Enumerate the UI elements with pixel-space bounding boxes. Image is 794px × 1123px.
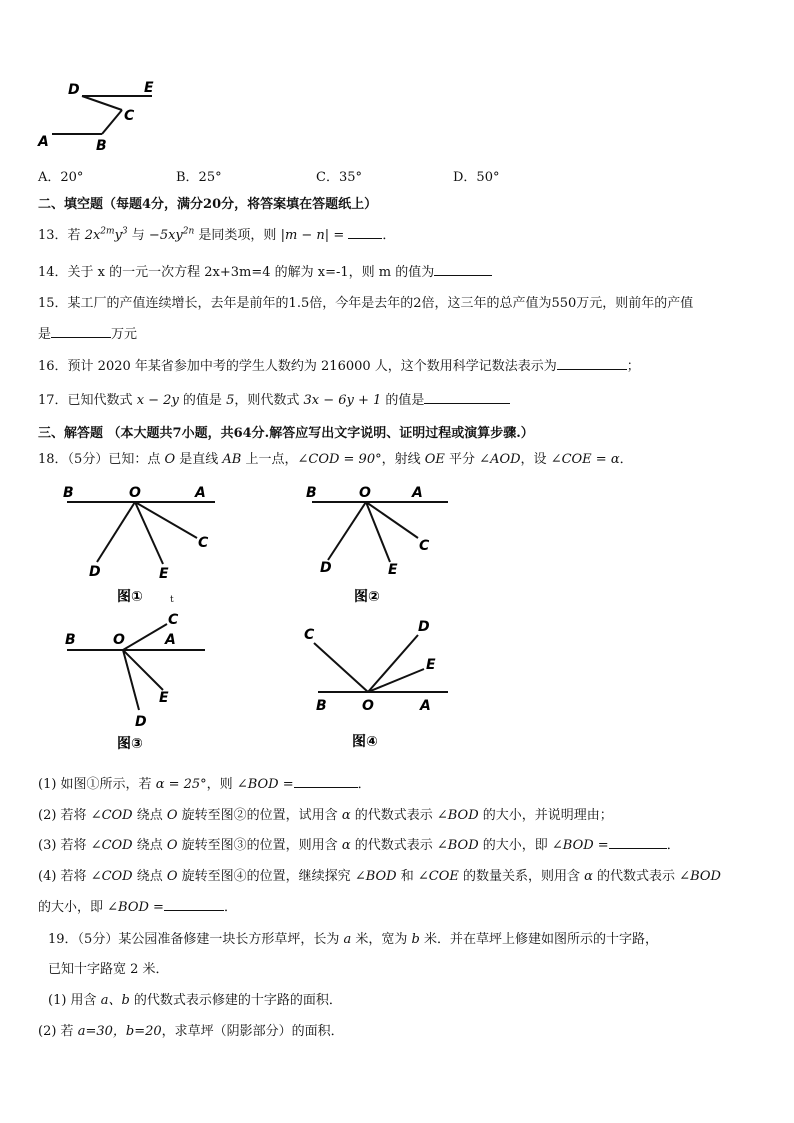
section-fill-in: 二、填空题（每题4分，满分20分，将答案填在答题纸上） — [38, 197, 378, 212]
option-b: B．25° — [176, 170, 222, 185]
fig1-label-o: O — [129, 485, 141, 501]
q18p3-c: 绕点 — [132, 838, 167, 853]
q13-num: 13． — [38, 228, 68, 243]
q18p3-alpha: α — [341, 838, 351, 853]
fig2-label-d: D — [320, 560, 332, 576]
q18p2-e: 旋转至图②的位置，试用含 — [177, 808, 342, 823]
fig3-label-e: E — [159, 690, 169, 706]
fig2-label-c: C — [419, 538, 430, 554]
q18p4-g: 和 — [396, 869, 418, 884]
q17-text-a: 17．已知代数式 — [38, 393, 137, 408]
q13-expr2: −5xy — [148, 228, 183, 243]
q17-expr2: 5 — [226, 393, 235, 408]
q18p4-m: 的大小，即 — [38, 900, 108, 915]
q15-text-a: 是 — [38, 327, 52, 342]
q19-text-a: 19．（5分）某公园准备修建一块长方形草坪，长为 — [48, 932, 344, 947]
label-b: B — [96, 138, 107, 154]
question-19-part2 — [38, 1020, 344, 1039]
question-17 — [38, 389, 510, 408]
q13-text4: = — [329, 228, 349, 243]
angle-figure-q12 — [30, 74, 170, 154]
q18p4-alpha: α — [584, 869, 593, 884]
fig1-label-b: B — [63, 485, 74, 501]
fig1-label-e: E — [159, 566, 169, 582]
q17-blank[interactable] — [424, 389, 510, 404]
q18-angle-cod: ∠COD = 90° — [297, 452, 382, 467]
q18p3-g: 的代数式表示 — [350, 838, 437, 853]
q18p3-o: O — [166, 838, 178, 853]
q18p3-k: ． — [666, 838, 680, 853]
question-13 — [38, 224, 395, 243]
fig1-label-d: D — [89, 564, 101, 580]
q18-text-d: ，射线 — [381, 452, 425, 467]
fig2-caption: 图② — [354, 589, 380, 605]
figure-1 — [55, 480, 225, 610]
question-19-line2: 已知十字路宽 2 米． — [48, 962, 169, 977]
fig2-label-o: O — [359, 485, 371, 501]
fig4-label-o: O — [362, 698, 374, 714]
q18p1-d: ． — [357, 777, 371, 792]
q13-text2: 与 — [127, 228, 149, 243]
q17-expr1: x − 2y — [136, 393, 179, 408]
q18p2-o: O — [166, 808, 178, 823]
q18-text-b: 是直线 — [175, 452, 223, 467]
q18p3-cod: ∠COD — [90, 838, 133, 853]
fig2-label-a: A — [412, 485, 423, 501]
fig4-label-d: D — [418, 619, 430, 635]
q13-blank[interactable] — [348, 224, 382, 239]
q18p1-a: (1) 如图①所示，若 — [38, 777, 156, 792]
q18p2-a: (2) 若将 — [38, 808, 91, 823]
question-19-part1 — [48, 989, 342, 1008]
q17-text-c: ，则代数式 — [234, 393, 304, 408]
q18p4-o: O — [166, 869, 178, 884]
q18p1-b: ，则 — [206, 777, 237, 792]
q15-text-b: 万元 — [111, 327, 138, 342]
fig3-caption: 图③ — [117, 736, 143, 752]
fig4-label-b: B — [316, 698, 327, 714]
q14-text: 14．关于 x 的一元一次方程 2x+3m=4 的解为 x=-1，则 m 的值为 — [38, 265, 435, 280]
q18p1-blank[interactable] — [294, 773, 358, 788]
q17-expr3: 3x − 6y + 1 — [303, 393, 382, 408]
q14-blank[interactable] — [434, 261, 492, 276]
q17-text-b: 的值是 — [178, 393, 227, 408]
q13-sup1: 2m — [100, 226, 115, 237]
fig2-label-e: E — [388, 562, 398, 578]
q13-sup2: 2n — [182, 226, 195, 237]
q18-text-a: 18．（5分）已知：点 — [38, 452, 165, 467]
question-16 — [38, 355, 640, 374]
fig4-label-c: C — [304, 627, 315, 643]
q18p2-bod: ∠BOD — [436, 808, 479, 823]
fig1-caption: 图① — [117, 589, 143, 605]
q18p3-i: 的大小，即 — [478, 838, 552, 853]
q18-text-c: 上一点， — [241, 452, 298, 467]
q18p4-cod: ∠COD — [90, 869, 133, 884]
q19p1-vars: a、b — [100, 993, 130, 1008]
figure-4 — [300, 615, 460, 755]
fig3-label-d: D — [135, 714, 147, 730]
option-c: C．35° — [316, 170, 362, 185]
q19p1-a: (1) 用含 — [48, 993, 101, 1008]
fig4-label-e: E — [426, 657, 436, 673]
q18p3-bod: ∠BOD — [436, 838, 479, 853]
q18p1-bod: ∠BOD = — [236, 777, 294, 792]
q18p3-bod-eq: ∠BOD = — [551, 838, 609, 853]
q13-sup1b: 3 — [121, 226, 128, 237]
q19-text-c: 米．并在草坪上修建如图所示的十字路， — [419, 932, 658, 947]
label-c: C — [124, 108, 135, 124]
label-e: E — [144, 80, 154, 96]
q18p4-o-end: ． — [223, 900, 237, 915]
q18p3-a: (3) 若将 — [38, 838, 91, 853]
q18p4-i: 的数量关系，则用含 — [458, 869, 585, 884]
question-14 — [38, 261, 492, 280]
q18-part-4 — [38, 865, 721, 884]
q19-text-b: 米，宽为 — [351, 932, 412, 947]
q16-text: 16．预计 2020 年某省参加中考的学生人数约为 216000 人，这个数用科学记数法表示为 — [38, 359, 557, 374]
q13-text5: ． — [382, 228, 396, 243]
q18p4-bod: ∠BOD — [354, 869, 397, 884]
fig3-label-c: C — [168, 612, 179, 628]
q18p4-blank[interactable] — [164, 896, 224, 911]
label-a: A — [38, 134, 49, 150]
question-18 — [38, 448, 633, 467]
q18p4-bod-eq: ∠BOD = — [107, 900, 164, 915]
q16-end: ； — [626, 359, 640, 374]
q13-expr1b: y — [114, 228, 122, 243]
q18-text-g: ． — [619, 452, 633, 467]
fig1-label-c: C — [198, 535, 209, 551]
question-15-line1: 15．某工厂的产值连续增长，去年是前年的1.5倍，今年是去年的2倍，这三年的总产值为550万元，则前年的产值 — [38, 296, 694, 311]
section-solve: 三、解答题 （本大题共7小题，共64分.解答应写出文字说明、证明过程或演算步骤.） — [38, 426, 534, 441]
q18-angle-coe: ∠COE = α — [550, 452, 620, 467]
stray-mark: t — [170, 595, 174, 605]
q18p4-a: (4) 若将 — [38, 869, 91, 884]
fig4-label-a: A — [420, 698, 431, 714]
q18-ray-oe: OE — [424, 452, 445, 467]
q18p2-alpha: α — [341, 808, 351, 823]
q18p2-cod: ∠COD — [90, 808, 133, 823]
q18p3-blank[interactable] — [609, 834, 667, 849]
q18-part-1 — [38, 773, 371, 792]
q17-text-d: 的值是 — [381, 393, 425, 408]
q18-angle-aod: ∠AOD — [479, 452, 521, 467]
q19p1-c: 的代数式表示修建的十字路的面积． — [129, 993, 342, 1008]
option-a: A．20° — [38, 170, 84, 185]
question-15-line2 — [38, 323, 137, 342]
fig2-label-b: B — [306, 485, 317, 501]
q18-line-ab: AB — [222, 452, 242, 467]
q13-expr1: 2x — [84, 228, 101, 243]
option-d: D．50° — [453, 170, 500, 185]
q19-var-a: a — [343, 932, 352, 947]
figure-2 — [300, 480, 460, 610]
q18p4-bod2: ∠BOD — [679, 869, 721, 884]
q19-var-b: b — [411, 932, 420, 947]
q18-part-4-line2 — [38, 896, 237, 915]
q18p2-i: 的大小，并说明理由； — [478, 808, 613, 823]
fig3-label-a: A — [165, 632, 176, 648]
q18p4-e: 旋转至图④的位置，继续探究 — [177, 869, 355, 884]
q18p2-g: 的代数式表示 — [350, 808, 437, 823]
q19p2-a: (2) 若 — [38, 1024, 78, 1039]
fig1-label-a: A — [195, 485, 206, 501]
q18-point-o: O — [164, 452, 176, 467]
fig4-caption: 图④ — [352, 734, 378, 750]
q15-blank[interactable] — [51, 323, 111, 338]
question-19-line1 — [48, 928, 658, 947]
q18p4-k: 的代数式表示 — [592, 869, 680, 884]
q18-text-f: ，设 — [520, 452, 551, 467]
figure-3 — [55, 608, 225, 753]
q16-blank[interactable] — [557, 355, 627, 370]
q13-abs: |m − n| — [280, 228, 330, 243]
q13-text3: 是同类项，则 — [194, 228, 281, 243]
q19p2-values: a=30，b=20 — [77, 1024, 162, 1039]
fig3-label-o: O — [113, 632, 125, 648]
q18p3-e: 旋转至图③的位置，则用含 — [177, 838, 342, 853]
q18-part-2 — [38, 804, 613, 823]
q18p4-c: 绕点 — [132, 869, 167, 884]
q18p2-c: 绕点 — [132, 808, 167, 823]
q18-text-e: 平分 — [444, 452, 480, 467]
q18p1-alpha: α = 25° — [155, 777, 207, 792]
fig3-label-b: B — [65, 632, 76, 648]
q13-text1: 若 — [67, 228, 85, 243]
q18-part-3 — [38, 834, 680, 853]
q19p2-c: ，求草坪（阴影部分）的面积． — [161, 1024, 344, 1039]
q18p4-coe: ∠COE — [417, 869, 459, 884]
label-d: D — [68, 82, 80, 98]
